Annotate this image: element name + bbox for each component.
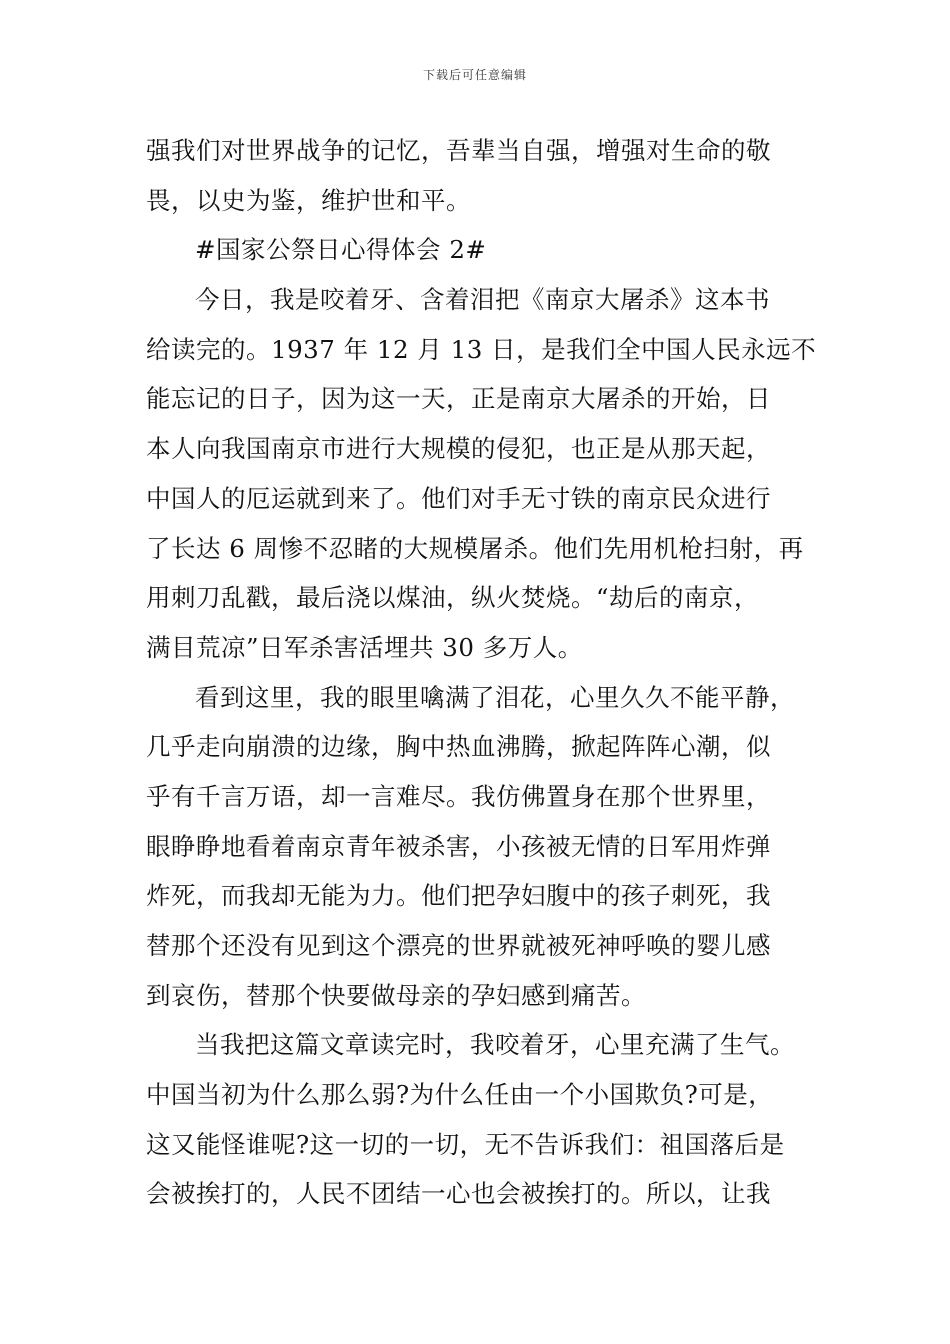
text-line: 用刺刀乱戳，最后浇以煤油，纵火焚烧。“劫后的南京， <box>146 583 760 613</box>
text-line: 看到这里，我的眼里噙满了泪花，心里久久不能平静， <box>195 682 795 712</box>
text-line: 乎有千言万语，却一言难尽。我仿佛置身在那个世界里， <box>146 781 771 811</box>
text-line: 能忘记的日子，因为这一天，正是南京大屠杀的开始，日 <box>146 384 771 414</box>
page-header: 下载后可任意编辑 <box>422 68 527 82</box>
text-line: 几乎走向崩溃的边缘，胸中热血沸腾，掀起阵阵心潮，似 <box>146 732 771 762</box>
text-line: 眼睁睁地看着南京青年被杀害，小孩被无情的日军用炸弹 <box>146 831 771 861</box>
text-line: 会被挨打的，人民不团结一心也会被挨打的。所以，让我 <box>146 1179 771 1209</box>
text-line: 强我们对世界战争的记忆，吾辈当自强，增强对生命的敬 <box>146 136 771 165</box>
document-body <box>146 126 826 1219</box>
text-line: 了长达 6 周惨不忍睹的大规模屠杀。他们先用机枪扫射，再 <box>146 533 804 563</box>
text-line: 今日，我是咬着牙、含着泪把《南京大屠杀》这本书 <box>195 285 770 315</box>
text-line: 这又能怪谁呢?这一切的一切，无不告诉我们：祖国落后是 <box>146 1129 785 1159</box>
text-line: #国家公祭日心得体会 2# <box>195 235 487 265</box>
text-line: 替那个还没有见到这个漂亮的世界就被死神呼唤的婴儿感 <box>146 931 771 960</box>
text-line: 中国当初为什么那么弱?为什么任由一个小国欺负?可是， <box>146 1080 774 1110</box>
text-line: 炸死，而我却无能为力。他们把孕妇腹中的孩子刺死，我 <box>146 881 771 911</box>
text-line: 中国人的厄运就到来了。他们对手无寸铁的南京民众进行 <box>146 483 771 513</box>
text-line: 当我把这篇文章读完时，我咬着牙，心里充满了生气。 <box>195 1030 795 1060</box>
text-line: 畏，以史为鉴，维护世和平。 <box>146 185 471 215</box>
text-line: 满目荒凉”日军杀害活埋共 30 多万人。 <box>146 632 583 662</box>
text-line: 给读完的。1937 年 12 月 13 日，是我们全中国人民永远不 <box>146 334 817 364</box>
text-line: 到哀伤，替那个快要做母亲的孕妇感到痛苦。 <box>146 980 646 1010</box>
text-line: 本人向我国南京市进行大规模的侵犯，也正是从那天起， <box>146 434 771 464</box>
